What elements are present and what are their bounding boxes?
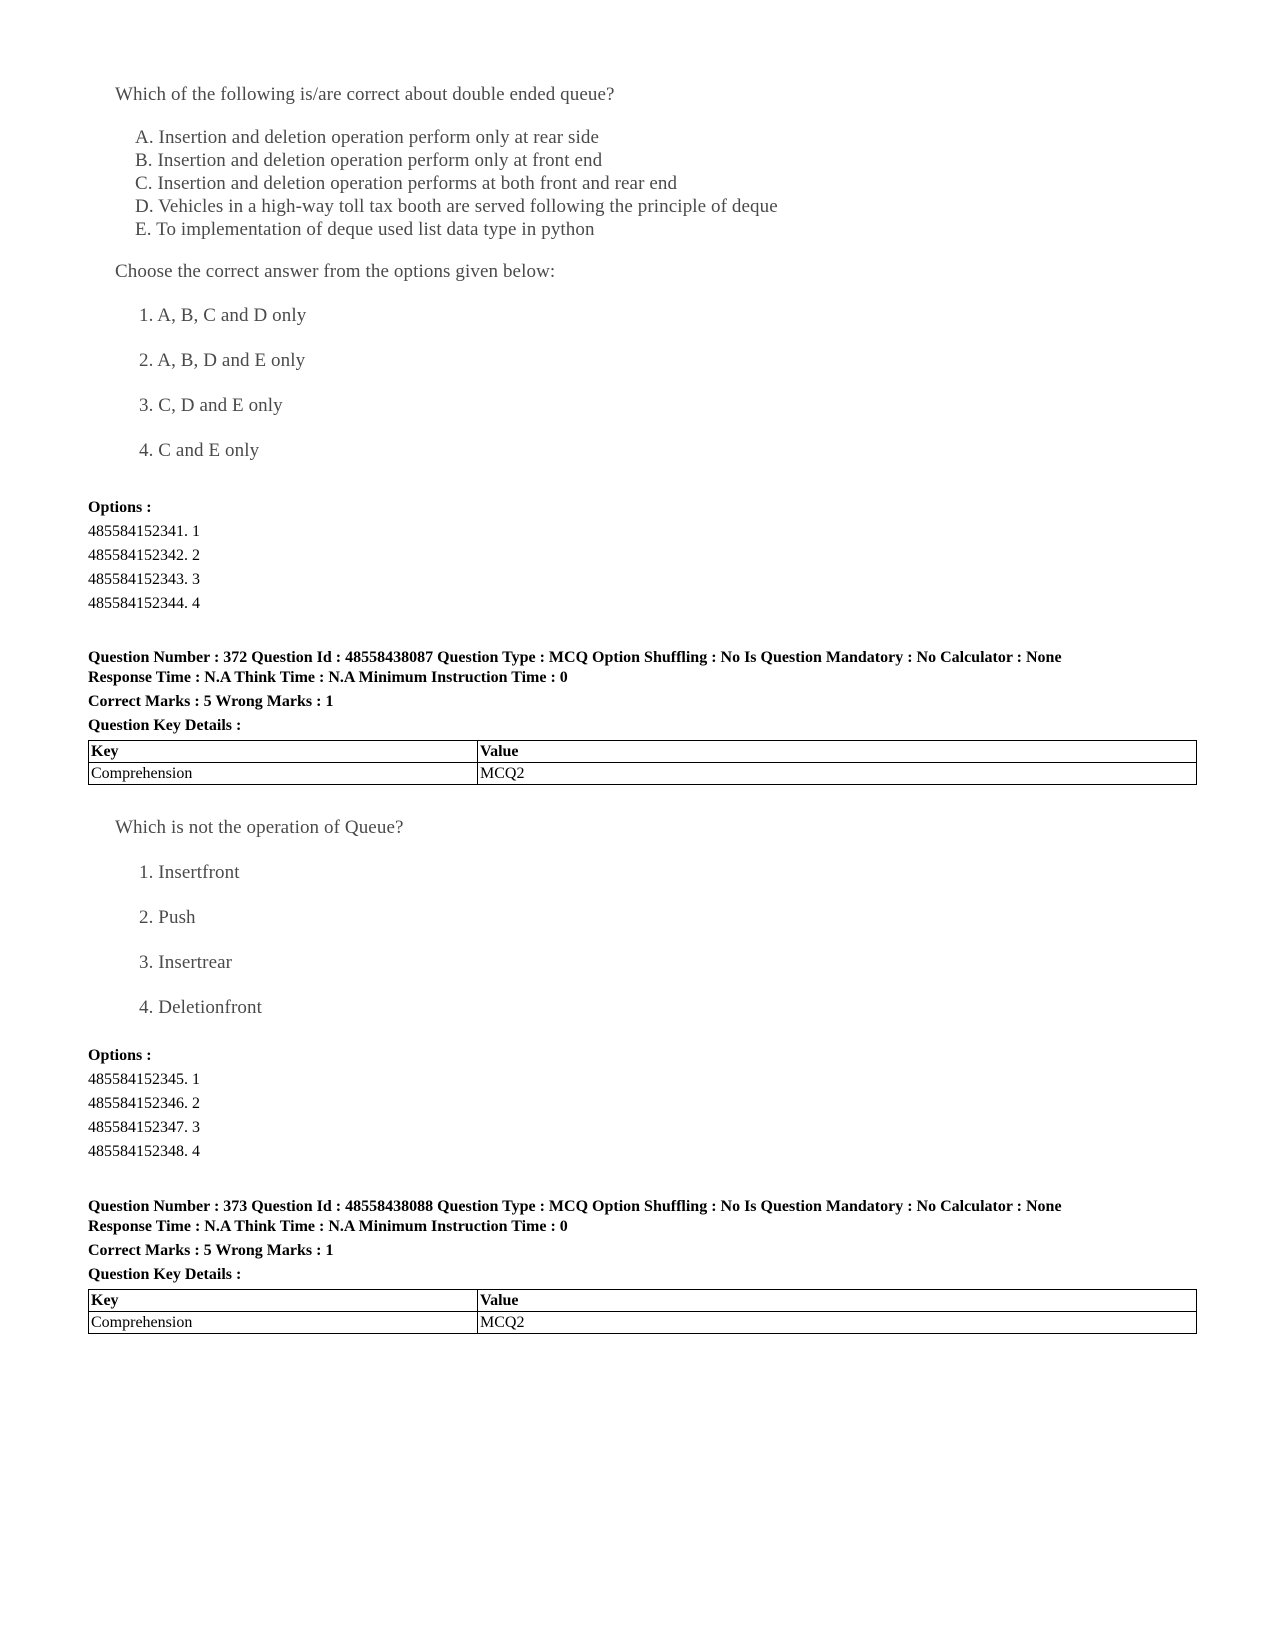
option-id-4: 485584152348. 4 (88, 1143, 200, 1160)
table-row (89, 763, 1197, 785)
option-id-3: 485584152343. 3 (88, 571, 200, 588)
table-header-value: Value (478, 741, 1197, 763)
choice-4: 4. Deletionfront (139, 997, 262, 1018)
table-row (89, 1312, 1197, 1334)
question-text: Which of the following is/are correct about double ended queue? (115, 84, 615, 105)
option-id-1: 485584152345. 1 (88, 1071, 200, 1088)
table-header-key: Key (89, 741, 478, 763)
statement-d: D. Vehicles in a high-way toll tax booth are served following the principle of deque (135, 196, 778, 217)
table-cell-value: MCQ2 (478, 763, 1197, 785)
statement-c: C. Insertion and deletion operation performs at both front and rear end (135, 173, 678, 194)
question-meta-line1: Question Number : 373 Question Id : 48558438088 Question Type : MCQ Option Shuffling : No Is Question Mandatory : No Calculator : None (88, 1198, 1062, 1215)
question-text: Which is not the operation of Queue? (115, 817, 404, 838)
table-cell-key: Comprehension (89, 763, 478, 785)
table-cell-value: MCQ2 (478, 1312, 1197, 1334)
statement-a: A. Insertion and deletion operation perform only at rear side (135, 127, 600, 148)
table-header-row (89, 1290, 1197, 1312)
choice-1: 1. A, B, C and D only (139, 305, 307, 326)
choice-1: 1. Insertfront (139, 862, 240, 883)
question-meta-line1: Question Number : 372 Question Id : 48558438087 Question Type : MCQ Option Shuffling : No Is Question Mandatory : No Calculator : None (88, 649, 1062, 666)
statement-e: E. To implementation of deque used list data type in python (135, 219, 595, 240)
choice-3: 3. Insertrear (139, 952, 233, 973)
marks-line: Correct Marks : 5 Wrong Marks : 1 (88, 693, 334, 710)
key-details-table (88, 1289, 1197, 1334)
options-label: Options : (88, 1047, 152, 1064)
option-id-4: 485584152344. 4 (88, 595, 200, 612)
choice-2: 2. Push (139, 907, 196, 928)
statement-b: B. Insertion and deletion operation perform only at front end (135, 150, 603, 171)
key-details-label: Question Key Details : (88, 717, 242, 734)
question-meta-line2: Response Time : N.A Think Time : N.A Minimum Instruction Time : 0 (88, 669, 568, 686)
option-id-3: 485584152347. 3 (88, 1119, 200, 1136)
key-details-label: Question Key Details : (88, 1266, 242, 1283)
table-cell-key: Comprehension (89, 1312, 478, 1334)
table-header-row (89, 741, 1197, 763)
option-id-1: 485584152341. 1 (88, 523, 200, 540)
table-header-key: Key (89, 1290, 478, 1312)
marks-line: Correct Marks : 5 Wrong Marks : 1 (88, 1242, 334, 1259)
instruction-text: Choose the correct answer from the options given below: (115, 261, 556, 282)
choice-4: 4. C and E only (139, 440, 260, 461)
choice-2: 2. A, B, D and E only (139, 350, 306, 371)
table-header-value: Value (478, 1290, 1197, 1312)
question-meta-line2: Response Time : N.A Think Time : N.A Minimum Instruction Time : 0 (88, 1218, 568, 1235)
key-details-table (88, 740, 1197, 785)
option-id-2: 485584152342. 2 (88, 547, 200, 564)
option-id-2: 485584152346. 2 (88, 1095, 200, 1112)
choice-3: 3. C, D and E only (139, 395, 283, 416)
options-label: Options : (88, 499, 152, 516)
